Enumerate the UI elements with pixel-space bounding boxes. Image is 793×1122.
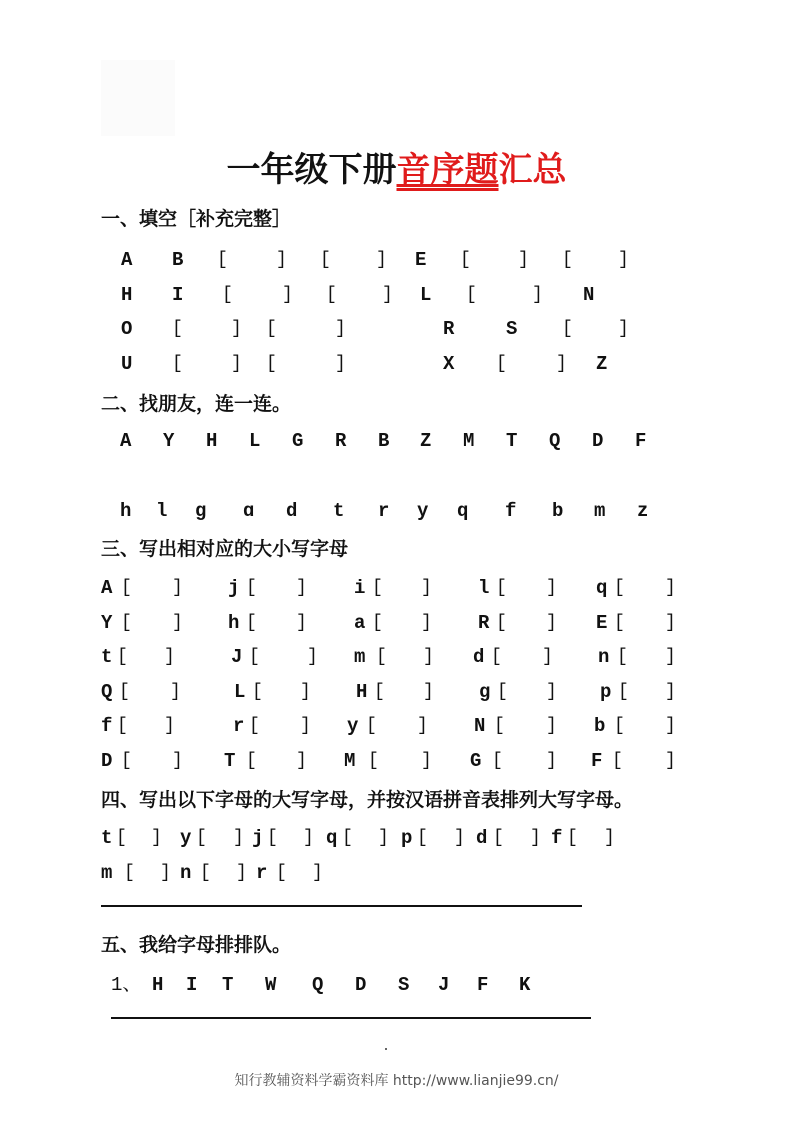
s3-bracket-open: [ (121, 613, 132, 633)
s1-bracket-open: [ (217, 250, 228, 270)
s5-letter: F (477, 974, 489, 996)
s3-bracket-open: [ (246, 613, 257, 633)
s2-upper-letter[interactable]: F (635, 430, 647, 452)
s1-bracket-open: [ (326, 285, 337, 305)
s3-bracket-close: ] (546, 578, 557, 598)
s4-letter: r (256, 862, 268, 884)
s1-bracket-close: ] (276, 250, 287, 270)
s3-letter: A (101, 577, 113, 599)
s2-upper-letter[interactable]: G (292, 430, 304, 452)
s2-upper-letter[interactable]: L (249, 430, 261, 452)
s3-bracket-open: [ (121, 751, 132, 771)
s3-letter: m (354, 646, 366, 668)
s3-bracket-open: [ (494, 716, 505, 736)
s4-bracket-open: [ (342, 828, 353, 848)
s1-letter: O (121, 318, 133, 340)
s4-bracket-open: [ (276, 863, 287, 883)
s3-bracket-close: ] (421, 613, 432, 633)
s1-letter: I (172, 284, 184, 306)
s3-letter: D (101, 750, 113, 772)
s4-bracket-close: ] (378, 828, 389, 848)
s1-bracket-close: ] (518, 250, 529, 270)
s4-bracket-close: ] (160, 863, 171, 883)
s3-letter: R (478, 612, 490, 634)
s3-bracket-close: ] (296, 578, 307, 598)
section-5-heading: 五、我给字母排排队。 (101, 934, 292, 956)
s4-bracket-close: ] (236, 863, 247, 883)
s1-bracket-open: [ (266, 354, 277, 374)
s3-bracket-close: ] (665, 751, 676, 771)
s1-bracket-open: [ (562, 319, 573, 339)
s1-bracket-close: ] (231, 319, 242, 339)
s3-bracket-open: [ (617, 647, 628, 667)
s3-letter: F (591, 750, 603, 772)
s4-bracket-open: [ (417, 828, 428, 848)
s5-letter: W (265, 974, 277, 996)
s3-bracket-close: ] (546, 682, 557, 702)
s3-bracket-close: ] (417, 716, 428, 736)
s1-bracket-open: [ (266, 319, 277, 339)
s4-bracket-close: ] (530, 828, 541, 848)
s1-letter: U (121, 353, 133, 375)
s3-bracket-close: ] (423, 682, 434, 702)
s1-letter: B (172, 249, 184, 271)
s3-bracket-open: [ (376, 647, 387, 667)
s3-bracket-close: ] (421, 578, 432, 598)
s2-upper-letter[interactable]: R (335, 430, 347, 452)
s3-bracket-close: ] (665, 716, 676, 736)
s5-letter: D (355, 974, 367, 996)
s3-letter: d (473, 646, 485, 668)
s1-bracket-open: [ (496, 354, 507, 374)
s4-letter: y (180, 827, 192, 849)
s3-bracket-open: [ (496, 578, 507, 598)
s3-bracket-close: ] (164, 716, 175, 736)
s3-bracket-close: ] (172, 578, 183, 598)
s2-lower-letter[interactable]: d (286, 500, 298, 522)
s1-bracket-close: ] (231, 354, 242, 374)
s1-bracket-close: ] (335, 354, 346, 374)
s3-bracket-open: [ (372, 578, 383, 598)
s3-bracket-open: [ (614, 578, 625, 598)
s3-bracket-open: [ (117, 647, 128, 667)
s4-bracket-close: ] (151, 828, 162, 848)
s3-bracket-close: ] (546, 716, 557, 736)
s3-bracket-open: [ (491, 647, 502, 667)
s4-bracket-open: [ (567, 828, 578, 848)
s3-bracket-close: ] (665, 613, 676, 633)
s1-bracket-close: ] (556, 354, 567, 374)
section-1-heading: 一、填空［补充完整］ (101, 208, 292, 230)
s4-bracket-open: [ (196, 828, 207, 848)
s3-bracket-close: ] (296, 751, 307, 771)
s3-letter: t (101, 646, 113, 668)
s5-letter: K (519, 974, 531, 996)
s3-bracket-open: [ (368, 751, 379, 771)
s5-letter: I (186, 974, 198, 996)
s3-bracket-close: ] (170, 682, 181, 702)
s3-bracket-open: [ (614, 613, 625, 633)
s4-bracket-open: [ (116, 828, 127, 848)
s3-letter: Y (101, 612, 113, 634)
s3-letter: H (356, 681, 368, 703)
s2-lower-letter[interactable]: z (637, 500, 649, 522)
s3-bracket-open: [ (492, 751, 503, 771)
s1-bracket-open: [ (172, 354, 183, 374)
faint-logo-placeholder (101, 60, 175, 136)
s3-bracket-close: ] (546, 751, 557, 771)
s3-letter: l (478, 577, 490, 599)
s4-bracket-close: ] (312, 863, 323, 883)
footer-dot (385, 1048, 387, 1050)
s2-lower-letter[interactable]: ɑ (243, 500, 255, 522)
s4-bracket-open: [ (267, 828, 278, 848)
s2-upper-letter[interactable]: B (378, 430, 390, 452)
s3-bracket-open: [ (372, 613, 383, 633)
s3-bracket-close: ] (665, 578, 676, 598)
s3-letter: h (228, 612, 240, 634)
section-3-heading: 三、写出相对应的大小写字母 (101, 538, 349, 560)
s3-bracket-open: [ (366, 716, 377, 736)
s3-bracket-close: ] (546, 613, 557, 633)
s3-bracket-open: [ (119, 682, 130, 702)
s3-letter: i (354, 577, 366, 599)
s1-letter: Z (596, 353, 608, 375)
s5-letter: J (438, 974, 450, 996)
s3-letter: q (596, 577, 608, 599)
s4-answer-line[interactable] (101, 905, 582, 907)
s1-bracket-open: [ (222, 285, 233, 305)
s1-letter: S (506, 318, 518, 340)
s1-bracket-close: ] (532, 285, 543, 305)
s3-letter: M (344, 750, 356, 772)
s5-letter: T (222, 974, 234, 996)
s2-upper-letter[interactable]: A (120, 430, 132, 452)
s1-letter: X (443, 353, 455, 375)
s5-answer-line[interactable] (111, 1017, 591, 1019)
s3-bracket-close: ] (172, 751, 183, 771)
s3-bracket-open: [ (497, 682, 508, 702)
s3-letter: g (479, 681, 491, 703)
s3-bracket-close: ] (300, 682, 311, 702)
s3-bracket-open: [ (249, 716, 260, 736)
s2-upper-letter[interactable]: T (506, 430, 518, 452)
s3-bracket-open: [ (374, 682, 385, 702)
title-part-2-underlined: 音序题 (396, 150, 499, 190)
s3-letter: r (233, 715, 245, 737)
s3-bracket-open: [ (117, 716, 128, 736)
s3-letter: T (224, 750, 236, 772)
s1-bracket-close: ] (282, 285, 293, 305)
section-4-heading: 四、写出以下字母的大写字母，并按汉语拼音表排列大写字母。 (101, 789, 634, 811)
s2-lower-letter[interactable]: b (552, 500, 564, 522)
s1-letter: N (583, 284, 595, 306)
s4-letter: p (401, 827, 413, 849)
s4-letter: q (326, 827, 338, 849)
s2-lower-letter[interactable]: l (156, 500, 168, 522)
s3-bracket-open: [ (246, 751, 257, 771)
s2-lower-letter[interactable]: y (417, 500, 429, 522)
s1-letter: E (415, 249, 427, 271)
s3-bracket-open: [ (612, 751, 623, 771)
s5-letter: Q (312, 974, 324, 996)
s3-letter: j (228, 577, 240, 599)
s3-bracket-close: ] (542, 647, 553, 667)
s5-item-number: 1、 (111, 974, 142, 996)
s3-letter: p (600, 681, 612, 703)
s2-lower-letter[interactable]: q (457, 500, 469, 522)
s4-bracket-open: [ (124, 863, 135, 883)
s2-upper-letter[interactable]: Z (420, 430, 432, 452)
s3-letter: y (347, 715, 359, 737)
page-title (0, 148, 793, 192)
s3-letter: Q (101, 681, 113, 703)
s4-letter: j (252, 827, 264, 849)
s4-bracket-close: ] (303, 828, 314, 848)
s4-letter: d (476, 827, 488, 849)
s1-bracket-close: ] (618, 250, 629, 270)
s5-letter: H (152, 974, 164, 996)
s4-bracket-open: [ (200, 863, 211, 883)
title-part-3: 汇总 (498, 150, 567, 190)
s3-bracket-close: ] (307, 647, 318, 667)
s4-bracket-open: [ (493, 828, 504, 848)
s4-letter: m (101, 862, 113, 884)
s3-bracket-open: [ (496, 613, 507, 633)
s4-bracket-close: ] (454, 828, 465, 848)
s1-letter: H (121, 284, 133, 306)
s3-letter: J (231, 646, 243, 668)
s4-letter: t (101, 827, 113, 849)
s1-letter: L (420, 284, 432, 306)
s4-letter: f (551, 827, 563, 849)
s3-bracket-close: ] (300, 716, 311, 736)
s2-lower-letter[interactable]: t (333, 500, 345, 522)
s3-bracket-close: ] (164, 647, 175, 667)
s3-letter: b (594, 715, 606, 737)
s5-letter: S (398, 974, 410, 996)
s3-bracket-close: ] (665, 647, 676, 667)
s3-bracket-open: [ (614, 716, 625, 736)
s2-upper-letter[interactable]: Y (163, 430, 175, 452)
s1-bracket-open: [ (562, 250, 573, 270)
s1-bracket-open: [ (172, 319, 183, 339)
s3-bracket-close: ] (421, 751, 432, 771)
s3-letter: E (596, 612, 608, 634)
s1-bracket-close: ] (335, 319, 346, 339)
section-2-heading: 二、找朋友，连一连。 (101, 393, 292, 415)
s4-bracket-close: ] (604, 828, 615, 848)
s4-bracket-close: ] (233, 828, 244, 848)
s1-bracket-close: ] (376, 250, 387, 270)
s2-lower-letter[interactable]: r (378, 500, 390, 522)
s2-upper-letter[interactable]: M (463, 430, 475, 452)
s2-upper-letter[interactable]: Q (549, 430, 561, 452)
s2-lower-letter[interactable]: f (505, 500, 517, 522)
s3-letter: G (470, 750, 482, 772)
s3-bracket-open: [ (246, 578, 257, 598)
s2-lower-letter[interactable]: g (195, 500, 207, 522)
footer-watermark: 知行教辅资料学霸资料库 http://www.lianjie99.cn/ (234, 1073, 559, 1089)
s3-letter: f (101, 715, 113, 737)
s2-upper-letter[interactable]: H (206, 430, 218, 452)
s3-bracket-open: [ (121, 578, 132, 598)
s3-bracket-open: [ (618, 682, 629, 702)
s2-upper-letter[interactable]: D (592, 430, 604, 452)
s3-letter: n (598, 646, 610, 668)
s3-bracket-close: ] (172, 613, 183, 633)
s3-letter: L (234, 681, 246, 703)
s3-bracket-close: ] (423, 647, 434, 667)
s1-bracket-open: [ (466, 285, 477, 305)
s1-bracket-open: [ (320, 250, 331, 270)
s2-lower-letter[interactable]: h (120, 500, 132, 522)
title-part-1: 一年级下册 (226, 150, 397, 190)
s1-letter: R (443, 318, 455, 340)
s4-letter: n (180, 862, 192, 884)
s1-bracket-close: ] (382, 285, 393, 305)
s3-bracket-close: ] (665, 682, 676, 702)
s3-letter: N (474, 715, 486, 737)
s3-bracket-open: [ (252, 682, 263, 702)
s2-lower-letter[interactable]: m (594, 500, 606, 522)
s3-bracket-open: [ (249, 647, 260, 667)
s1-bracket-close: ] (618, 319, 629, 339)
s1-letter: A (121, 249, 133, 271)
s3-bracket-close: ] (296, 613, 307, 633)
s3-letter: a (354, 612, 366, 634)
s1-bracket-open: [ (460, 250, 471, 270)
